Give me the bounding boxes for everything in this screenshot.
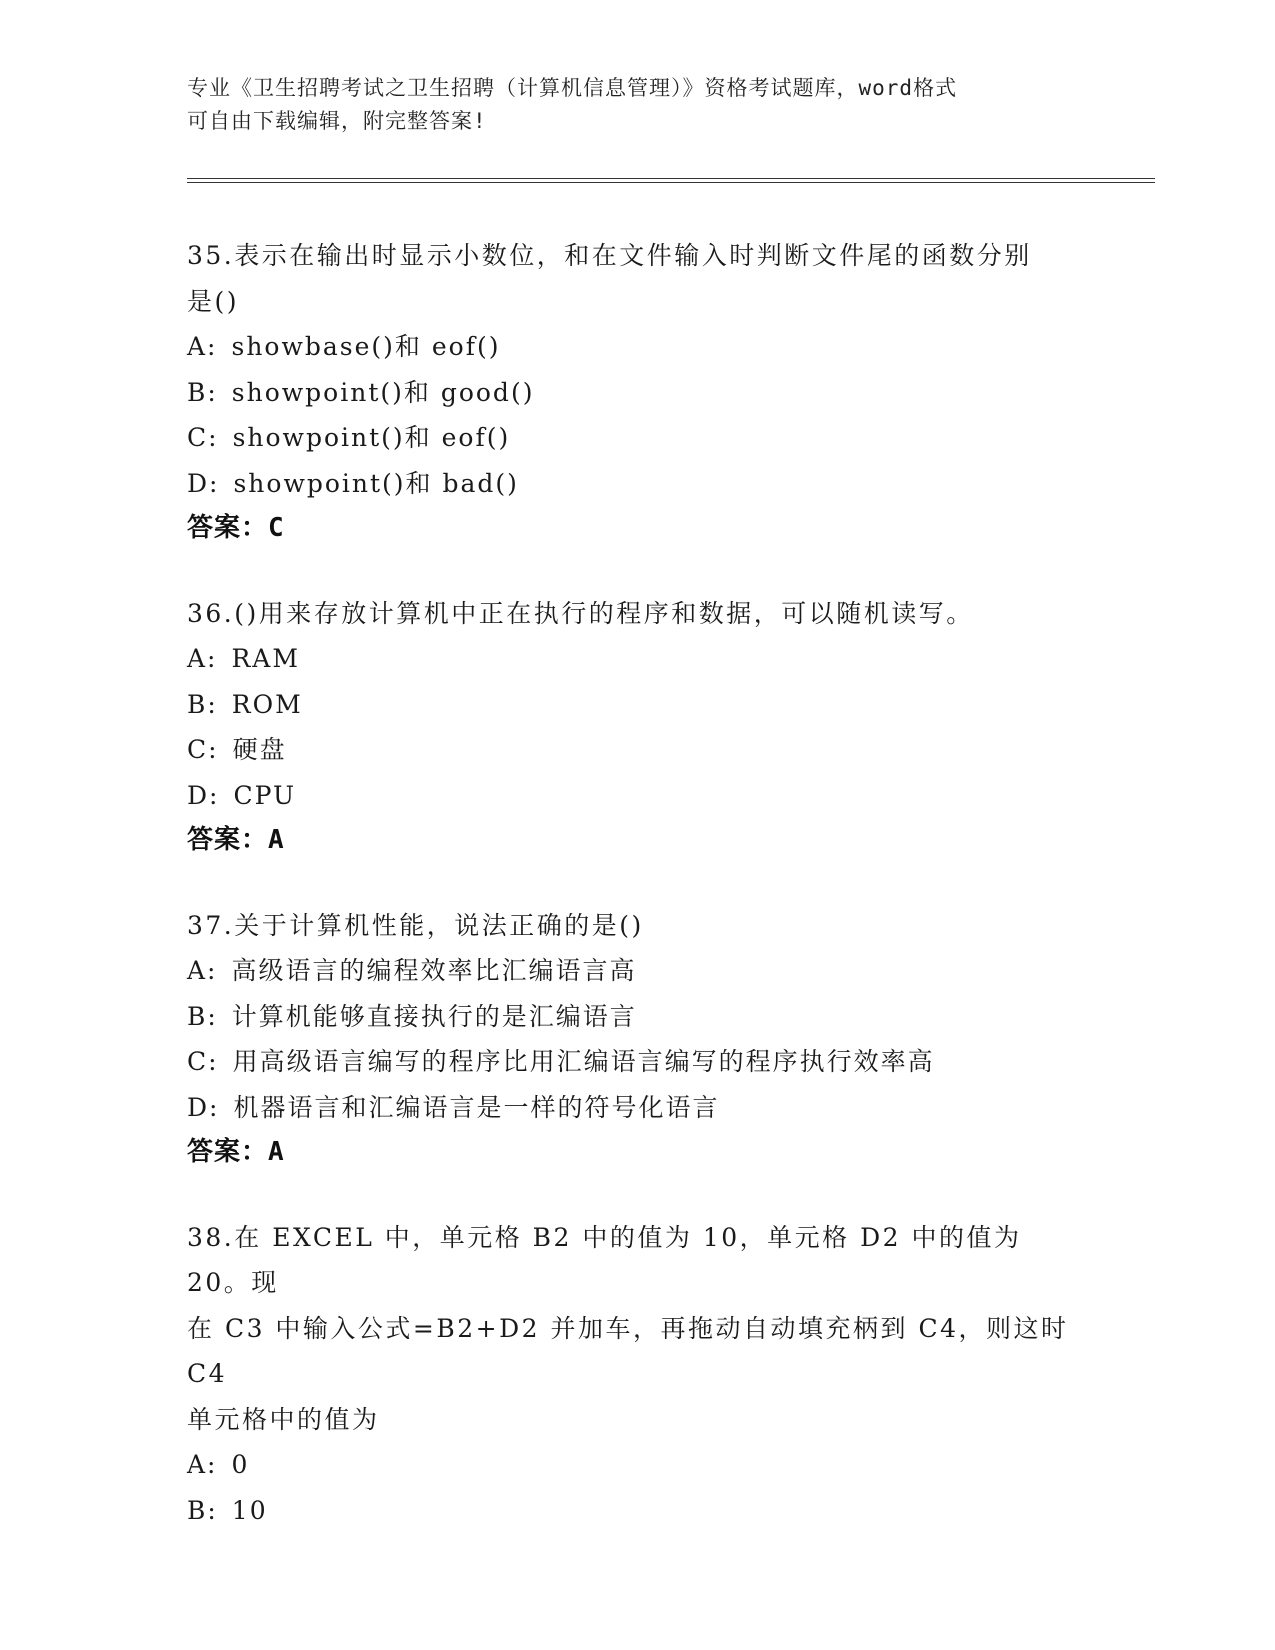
option-text: CPU	[233, 780, 297, 810]
option-a	[187, 636, 1087, 682]
option-text: ROM	[231, 689, 303, 719]
header-line-2: 可自由下载编辑，附完整答案!	[187, 109, 487, 133]
option-list	[187, 324, 1087, 506]
option-a	[187, 1442, 1087, 1488]
stem-line: 38.在 EXCEL 中，单元格 B2 中的值为 10，单元格 D2 中的值为 20。现	[187, 1222, 1022, 1297]
option-b	[187, 370, 1087, 416]
option-c	[187, 1039, 1087, 1085]
answer-label: 答案：C	[187, 513, 285, 543]
option-b	[187, 1488, 1087, 1534]
stem-line: 在 C3 中输入公式=B2+D2 并加车，再拖动自动填充柄到 C4，则这时 C4	[187, 1313, 1069, 1388]
stem-line: 单元格中的值为	[187, 1404, 380, 1434]
question-stem	[187, 1215, 1087, 1443]
stem-line: 35.表示在输出时显示小数位，和在文件输入时判断文件尾的函数分别	[187, 241, 1032, 270]
option-d	[187, 1085, 1087, 1131]
document-header	[187, 72, 1067, 138]
answer-label: 答案：A	[187, 825, 285, 855]
option-text: 硬盘	[232, 735, 287, 764]
stem-line: 是()	[187, 286, 240, 316]
option-key: C:	[187, 1047, 219, 1076]
option-text: 高级语言的编程效率比汇编语言高	[231, 956, 637, 985]
option-text: showpoint()和 eof()	[232, 423, 511, 452]
option-key: A:	[187, 1450, 218, 1479]
header-double-rule	[187, 178, 1155, 183]
option-text: RAM	[231, 644, 300, 673]
option-key: A:	[187, 956, 218, 985]
option-list	[187, 948, 1087, 1130]
option-key: D:	[187, 468, 220, 498]
option-text: 计算机能够直接执行的是汇编语言	[231, 1001, 637, 1031]
question-35	[187, 233, 1087, 552]
option-b	[187, 682, 1087, 728]
answer-label: 答案：A	[187, 1137, 285, 1167]
option-list	[187, 1442, 1087, 1533]
option-a	[187, 948, 1087, 994]
option-a	[187, 324, 1087, 370]
option-key: B:	[187, 1495, 218, 1525]
option-c	[187, 727, 1087, 773]
option-key: B:	[187, 1001, 218, 1031]
option-text: 10	[231, 1495, 268, 1525]
option-key: D:	[187, 1092, 220, 1122]
option-text: showbase()和 eof()	[231, 332, 501, 361]
option-text: 用高级语言编写的程序比用汇编语言编写的程序执行效率高	[232, 1047, 935, 1076]
stem-line: 37.关于计算机性能，说法正确的是()	[187, 910, 644, 940]
option-b	[187, 994, 1087, 1040]
option-key: C:	[187, 423, 219, 452]
question-stem	[187, 903, 1087, 949]
option-text: 机器语言和汇编语言是一样的符号化语言	[233, 1092, 720, 1122]
option-key: B:	[187, 689, 218, 719]
question-stem	[187, 233, 1087, 324]
option-list	[187, 636, 1087, 818]
option-key: B:	[187, 377, 218, 407]
option-c	[187, 415, 1087, 461]
option-key: C:	[187, 735, 219, 764]
option-d	[187, 773, 1087, 819]
option-d	[187, 461, 1087, 507]
question-38	[187, 1215, 1087, 1534]
stem-line: 36.()用来存放计算机中正在执行的程序和数据，可以随机读写。	[187, 598, 974, 628]
question-36	[187, 591, 1087, 864]
option-key: D:	[187, 780, 220, 810]
header-line-1: 专业《卫生招聘考试之卫生招聘（计算机信息管理）》资格考试题库，word格式	[187, 76, 958, 100]
option-text: 0	[231, 1450, 250, 1479]
option-text: showpoint()和 good()	[231, 377, 535, 407]
option-key: A:	[187, 332, 218, 361]
option-key: A:	[187, 644, 218, 673]
question-stem	[187, 591, 1087, 637]
question-list	[187, 233, 1087, 1572]
option-text: showpoint()和 bad()	[233, 468, 519, 498]
question-37	[187, 903, 1087, 1176]
